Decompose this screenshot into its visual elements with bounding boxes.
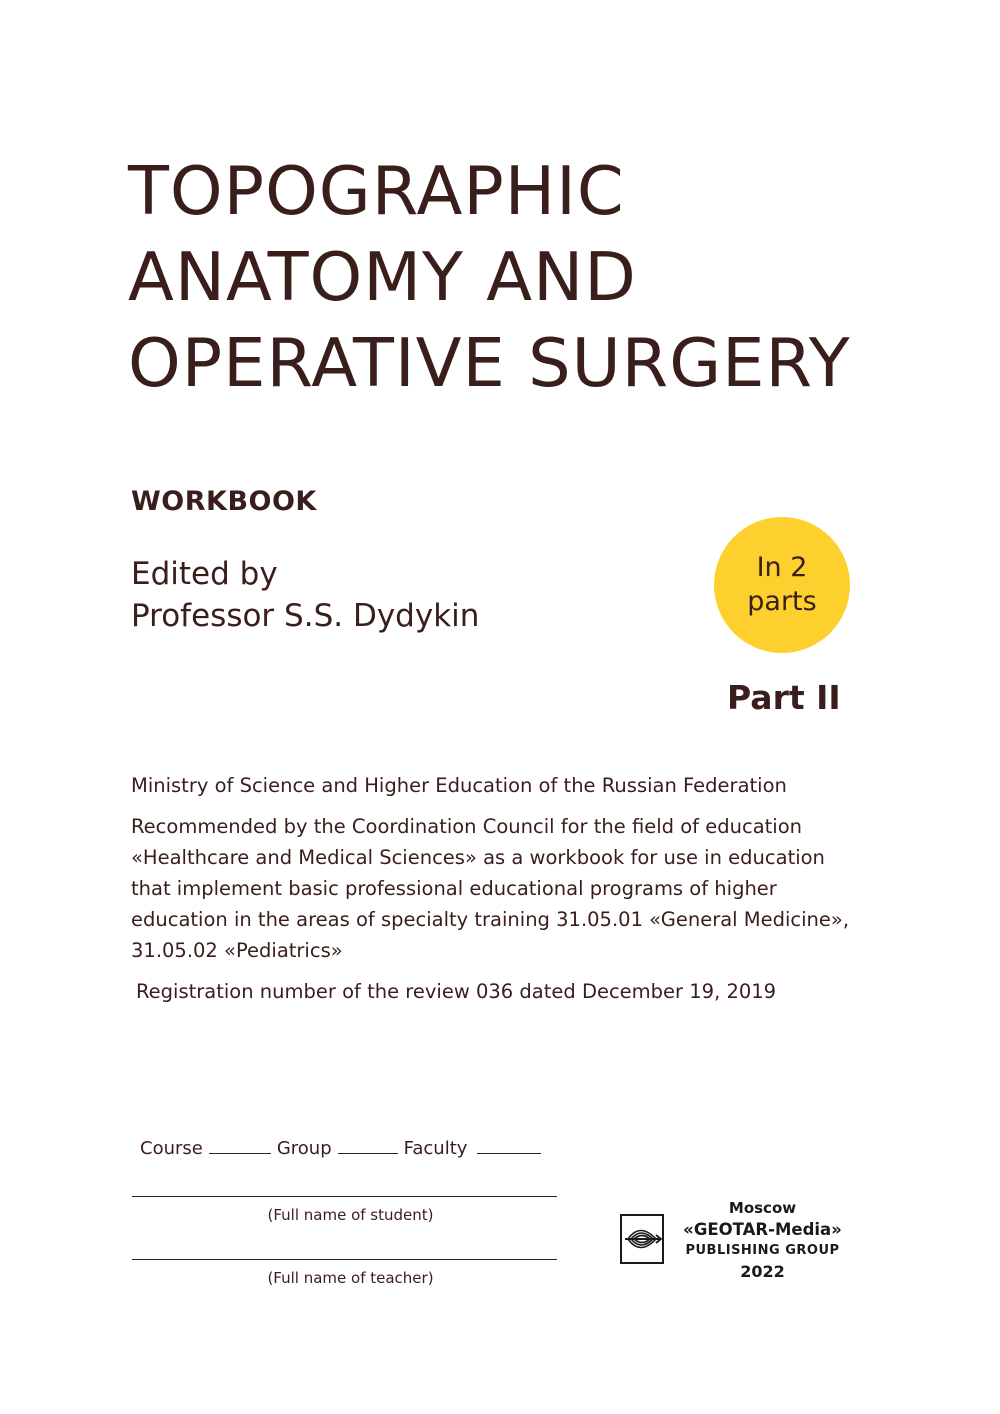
course-group-faculty-row bbox=[140, 1138, 547, 1159]
recommendation-line-5: 31.05.02 «Pediatrics» bbox=[131, 939, 343, 962]
student-name-line[interactable] bbox=[132, 1196, 557, 1197]
publisher-name: «GEOTAR-Media» bbox=[683, 1220, 842, 1239]
parts-badge-line-1: In 2 bbox=[756, 552, 808, 583]
group-label: Group bbox=[276, 1138, 332, 1159]
editor-credit bbox=[131, 553, 479, 637]
recommendation-line-1: Recommended by the Coordination Council for the field of education bbox=[131, 815, 802, 838]
editor-credit-line-2: Professor S.S. Dydykin bbox=[131, 598, 480, 634]
course-label: Course bbox=[140, 1138, 203, 1159]
book-title-line-2: ANATOMY AND bbox=[128, 238, 637, 316]
student-name-caption: (Full name of student) bbox=[267, 1206, 434, 1224]
geotar-logo-icon bbox=[620, 1214, 664, 1264]
book-title bbox=[128, 148, 851, 406]
editor-credit-line-1: Edited by bbox=[131, 556, 278, 592]
group-blank[interactable] bbox=[338, 1152, 398, 1154]
faculty-label: Faculty bbox=[403, 1138, 468, 1159]
teacher-name-line[interactable] bbox=[132, 1259, 557, 1260]
parts-badge-line-2: parts bbox=[747, 586, 817, 617]
ministry-line: Ministry of Science and Higher Education of the Russian Federation bbox=[131, 774, 787, 797]
approval-text bbox=[131, 770, 871, 1007]
part-label: Part II bbox=[727, 678, 841, 717]
recommendation-line-3: that implement basic professional educational programs of higher bbox=[131, 877, 777, 900]
faculty-blank[interactable] bbox=[477, 1152, 541, 1154]
book-subtitle: WORKBOOK bbox=[131, 486, 317, 517]
parts-badge bbox=[714, 517, 850, 653]
book-title-line-3: OPERATIVE SURGERY bbox=[128, 324, 851, 402]
registration-line: Registration number of the review 036 dated December 19, 2019 bbox=[136, 980, 777, 1003]
recommendation-line-2: «Healthcare and Medical Sciences» as a workbook for use in education bbox=[131, 846, 825, 869]
publication-year: 2022 bbox=[740, 1262, 785, 1281]
book-title-line-1: TOPOGRAPHIC bbox=[128, 152, 625, 230]
course-blank[interactable] bbox=[209, 1152, 271, 1154]
recommendation-paragraph bbox=[131, 811, 871, 966]
recommendation-line-4: education in the areas of specialty training 31.05.01 «General Medicine», bbox=[131, 908, 850, 931]
publisher-group: PUBLISHING GROUP bbox=[685, 1243, 840, 1258]
teacher-name-caption: (Full name of teacher) bbox=[267, 1269, 434, 1287]
publisher-block bbox=[680, 1198, 845, 1282]
publisher-city: Moscow bbox=[728, 1199, 797, 1217]
